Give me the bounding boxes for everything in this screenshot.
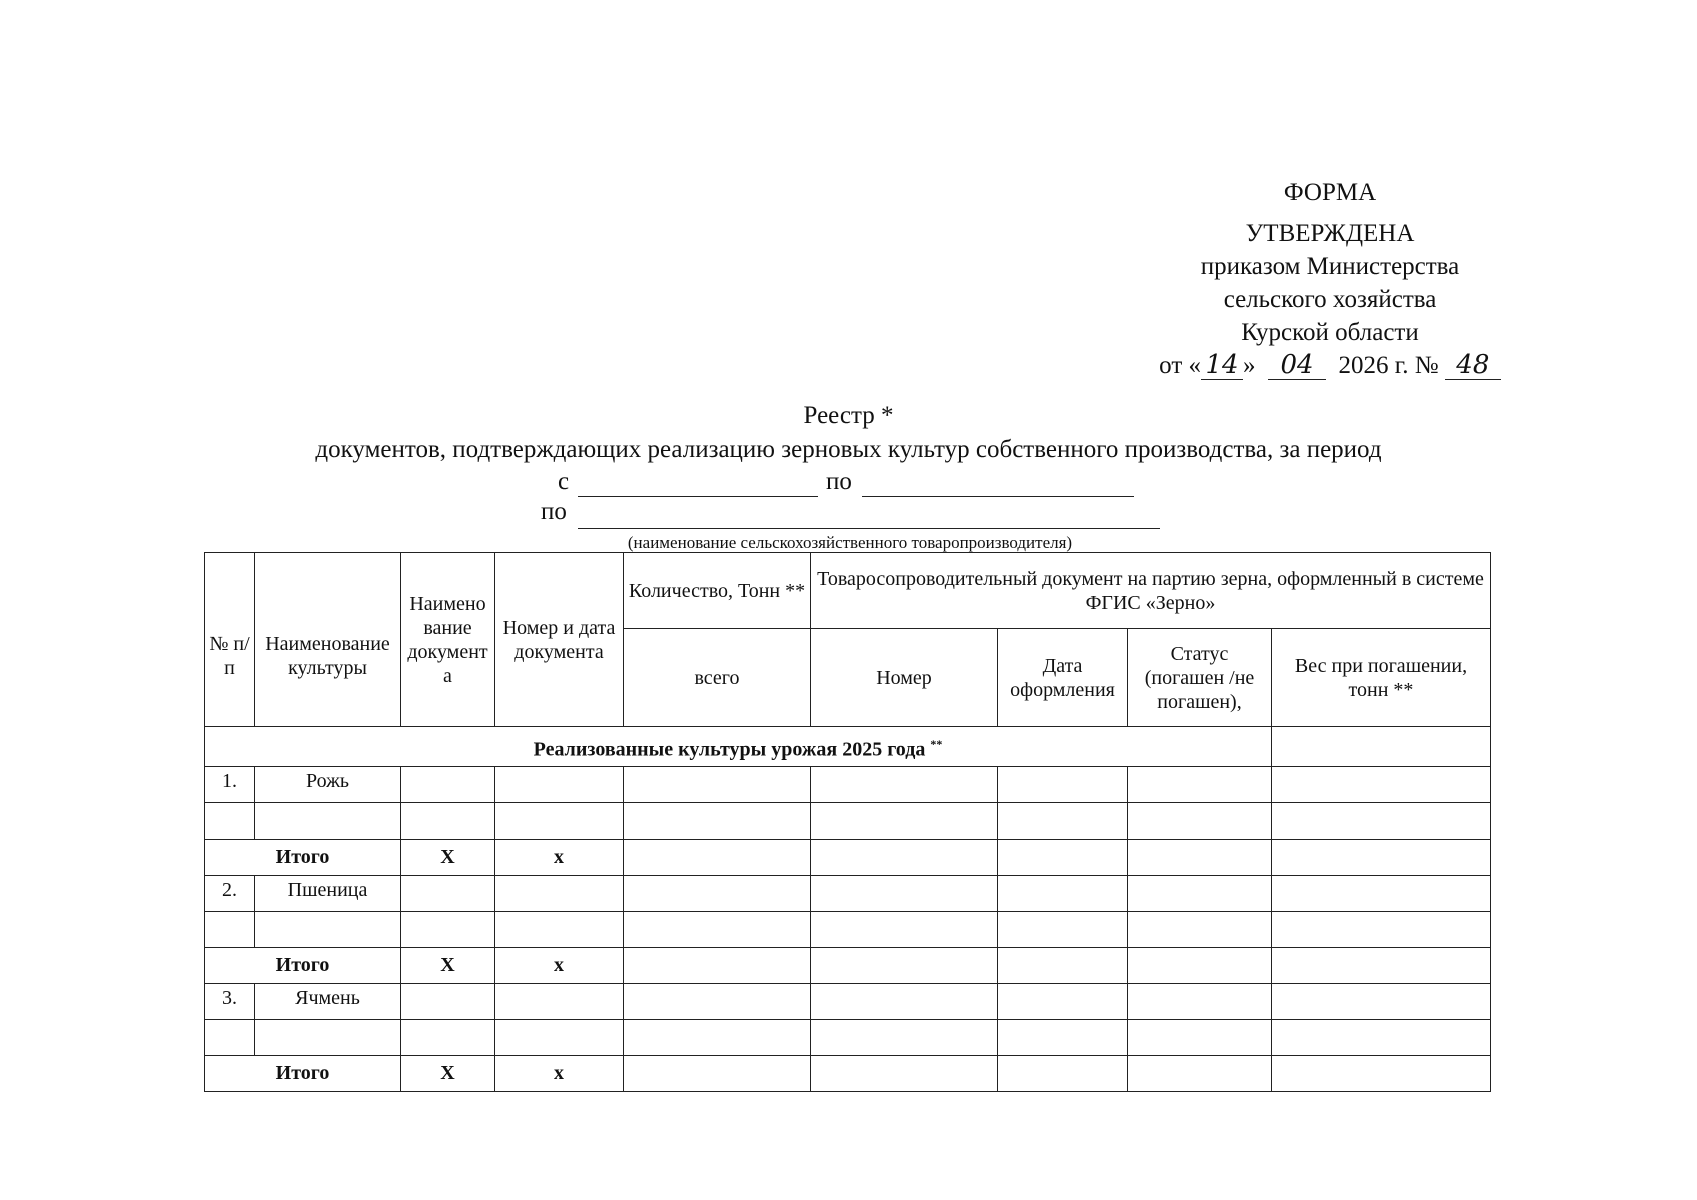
table-cell[interactable] bbox=[495, 767, 624, 803]
table-cell[interactable] bbox=[401, 803, 495, 839]
table-cell[interactable] bbox=[255, 803, 401, 839]
approval-line-3: Курской области bbox=[1241, 319, 1419, 346]
period-to-field[interactable] bbox=[862, 496, 1134, 497]
crop-3-num: 3. bbox=[205, 983, 255, 1019]
table-cell[interactable] bbox=[1272, 1055, 1491, 1091]
table-cell[interactable] bbox=[624, 767, 811, 803]
table-row bbox=[205, 767, 1491, 803]
crop-3-doc-num-x: x bbox=[495, 1055, 624, 1091]
section-mark: ** bbox=[930, 737, 943, 752]
crop-2-doc-num-x: x bbox=[495, 947, 624, 983]
table-cell[interactable] bbox=[998, 875, 1128, 911]
table-row bbox=[205, 875, 1491, 911]
table-cell[interactable] bbox=[624, 947, 811, 983]
crop-1-doc-num-x: x bbox=[495, 839, 624, 875]
period-from-field[interactable] bbox=[578, 496, 818, 497]
table-cell[interactable] bbox=[998, 1019, 1128, 1055]
table-cell[interactable] bbox=[811, 803, 998, 839]
table-row bbox=[205, 839, 1491, 875]
register-subtitle: документов, подтверждающих реализацию зерновых культур собственного производства, за период bbox=[315, 436, 1382, 463]
crop-3-name: Ячмень bbox=[255, 983, 401, 1019]
table-cell[interactable] bbox=[1272, 839, 1491, 875]
table-cell[interactable] bbox=[811, 767, 998, 803]
table-cell[interactable] bbox=[1272, 947, 1491, 983]
table-row bbox=[205, 803, 1491, 839]
crop-2-num: 2. bbox=[205, 875, 255, 911]
approval-line-1: приказом Министерства bbox=[1200, 253, 1460, 280]
table-cell[interactable] bbox=[998, 1055, 1128, 1091]
table-cell[interactable] bbox=[624, 875, 811, 911]
header-transport-doc: Товаросопроводительный документ на партию зерна, оформленный в системе ФГИС «Зерно» bbox=[811, 553, 1491, 629]
table-cell[interactable] bbox=[811, 983, 998, 1019]
table-cell[interactable] bbox=[1272, 875, 1491, 911]
register-table bbox=[204, 552, 1491, 1092]
table-cell[interactable] bbox=[1272, 767, 1491, 803]
period-to-label: по bbox=[826, 468, 852, 495]
table-cell[interactable] bbox=[998, 767, 1128, 803]
header-date: Дата оформления bbox=[998, 629, 1128, 727]
section-title-cell bbox=[205, 727, 1272, 767]
table-cell[interactable] bbox=[811, 947, 998, 983]
header-status: Статус (погашен /не погашен), bbox=[1128, 629, 1272, 727]
table-row bbox=[205, 911, 1491, 947]
table-cell[interactable] bbox=[811, 1055, 998, 1091]
crop-2-doc-name-x: X bbox=[401, 947, 495, 983]
table-row bbox=[205, 1019, 1491, 1055]
table-cell[interactable] bbox=[1128, 1055, 1272, 1091]
table-cell[interactable] bbox=[495, 803, 624, 839]
header-doc-name: Наимено вание документ а bbox=[401, 553, 495, 727]
producer-field[interactable] bbox=[578, 528, 1160, 529]
table-cell[interactable] bbox=[1272, 1019, 1491, 1055]
table-cell[interactable] bbox=[255, 911, 401, 947]
table-cell[interactable] bbox=[495, 911, 624, 947]
header-num: № п/п bbox=[205, 553, 255, 727]
table-cell[interactable] bbox=[401, 767, 495, 803]
table-cell[interactable] bbox=[401, 875, 495, 911]
table-cell[interactable] bbox=[1128, 1019, 1272, 1055]
table-cell[interactable] bbox=[1128, 839, 1272, 875]
table-cell[interactable] bbox=[998, 803, 1128, 839]
header-doc-num-date: Номер и дата документа bbox=[495, 553, 624, 727]
table-cell[interactable] bbox=[1272, 983, 1491, 1019]
table-cell[interactable] bbox=[1128, 803, 1272, 839]
table-cell[interactable] bbox=[998, 911, 1128, 947]
crop-1-name: Рожь bbox=[255, 767, 401, 803]
approval-number: 48 bbox=[1445, 351, 1501, 380]
header-crop: Наименование культуры bbox=[255, 553, 401, 727]
approved-label: УТВЕРЖДЕНА bbox=[1245, 220, 1415, 247]
table-row bbox=[205, 983, 1491, 1019]
table-cell[interactable] bbox=[401, 911, 495, 947]
table-cell[interactable] bbox=[1272, 727, 1491, 767]
section-title: Реализованные культуры урожая 2025 года bbox=[533, 738, 926, 761]
table-cell[interactable] bbox=[811, 875, 998, 911]
crop-3-total-label: Итого bbox=[205, 1055, 401, 1091]
period-from-label: с bbox=[558, 468, 570, 495]
crop-1-doc-name-x: X bbox=[401, 839, 495, 875]
approval-block bbox=[1110, 176, 1550, 382]
approval-date-line: от « 14 » 04 2026 г. № 48 bbox=[1110, 349, 1550, 382]
table-cell[interactable] bbox=[998, 983, 1128, 1019]
crop-2-total-label: Итого bbox=[205, 947, 401, 983]
table-cell[interactable] bbox=[205, 1019, 255, 1055]
table-cell[interactable] bbox=[998, 947, 1128, 983]
producer-label: по bbox=[541, 498, 567, 525]
header-number: Номер bbox=[811, 629, 998, 727]
table-cell[interactable] bbox=[255, 1019, 401, 1055]
header-weight: Вес при погашении, тонн ** bbox=[1272, 629, 1491, 727]
table-cell[interactable] bbox=[811, 839, 998, 875]
form-label: ФОРМА bbox=[1283, 179, 1377, 206]
table-cell[interactable] bbox=[811, 911, 998, 947]
crop-1-num: 1. bbox=[205, 767, 255, 803]
table-cell[interactable] bbox=[1272, 911, 1491, 947]
table-cell[interactable] bbox=[624, 1055, 811, 1091]
table-cell[interactable] bbox=[1128, 767, 1272, 803]
header-total: всего bbox=[624, 629, 811, 727]
approval-day: 14 bbox=[1201, 351, 1243, 380]
table-cell[interactable] bbox=[495, 1019, 624, 1055]
table-cell[interactable] bbox=[624, 983, 811, 1019]
table-cell[interactable] bbox=[1128, 947, 1272, 983]
table-cell[interactable] bbox=[811, 1019, 998, 1055]
table-cell[interactable] bbox=[495, 875, 624, 911]
table-cell[interactable] bbox=[495, 983, 624, 1019]
table-cell[interactable] bbox=[624, 803, 811, 839]
header-quantity: Количество, Тонн ** bbox=[624, 553, 811, 629]
table-cell[interactable] bbox=[1128, 911, 1272, 947]
table-cell[interactable] bbox=[624, 839, 811, 875]
table-cell[interactable] bbox=[624, 911, 811, 947]
table-row bbox=[205, 947, 1491, 983]
table-cell[interactable] bbox=[1272, 803, 1491, 839]
table-row bbox=[205, 1055, 1491, 1091]
approval-month: 04 bbox=[1268, 351, 1326, 380]
table-cell[interactable] bbox=[205, 911, 255, 947]
table-cell[interactable] bbox=[1128, 875, 1272, 911]
table-cell[interactable] bbox=[998, 839, 1128, 875]
crop-2-name: Пшеница bbox=[255, 875, 401, 911]
table-cell[interactable] bbox=[1128, 983, 1272, 1019]
table-cell[interactable] bbox=[624, 1019, 811, 1055]
table-cell[interactable] bbox=[401, 1019, 495, 1055]
register-title: Реестр * bbox=[803, 402, 894, 429]
crop-3-doc-name-x: X bbox=[401, 1055, 495, 1091]
producer-caption: (наименование сельскохозяйственного товаропроизводителя) bbox=[627, 533, 1073, 552]
table-cell[interactable] bbox=[205, 803, 255, 839]
crop-1-total-label: Итого bbox=[205, 839, 401, 875]
table-cell[interactable] bbox=[401, 983, 495, 1019]
approval-year: 2026 г. № bbox=[1338, 352, 1439, 379]
approval-line-2: сельского хозяйства bbox=[1223, 286, 1437, 313]
